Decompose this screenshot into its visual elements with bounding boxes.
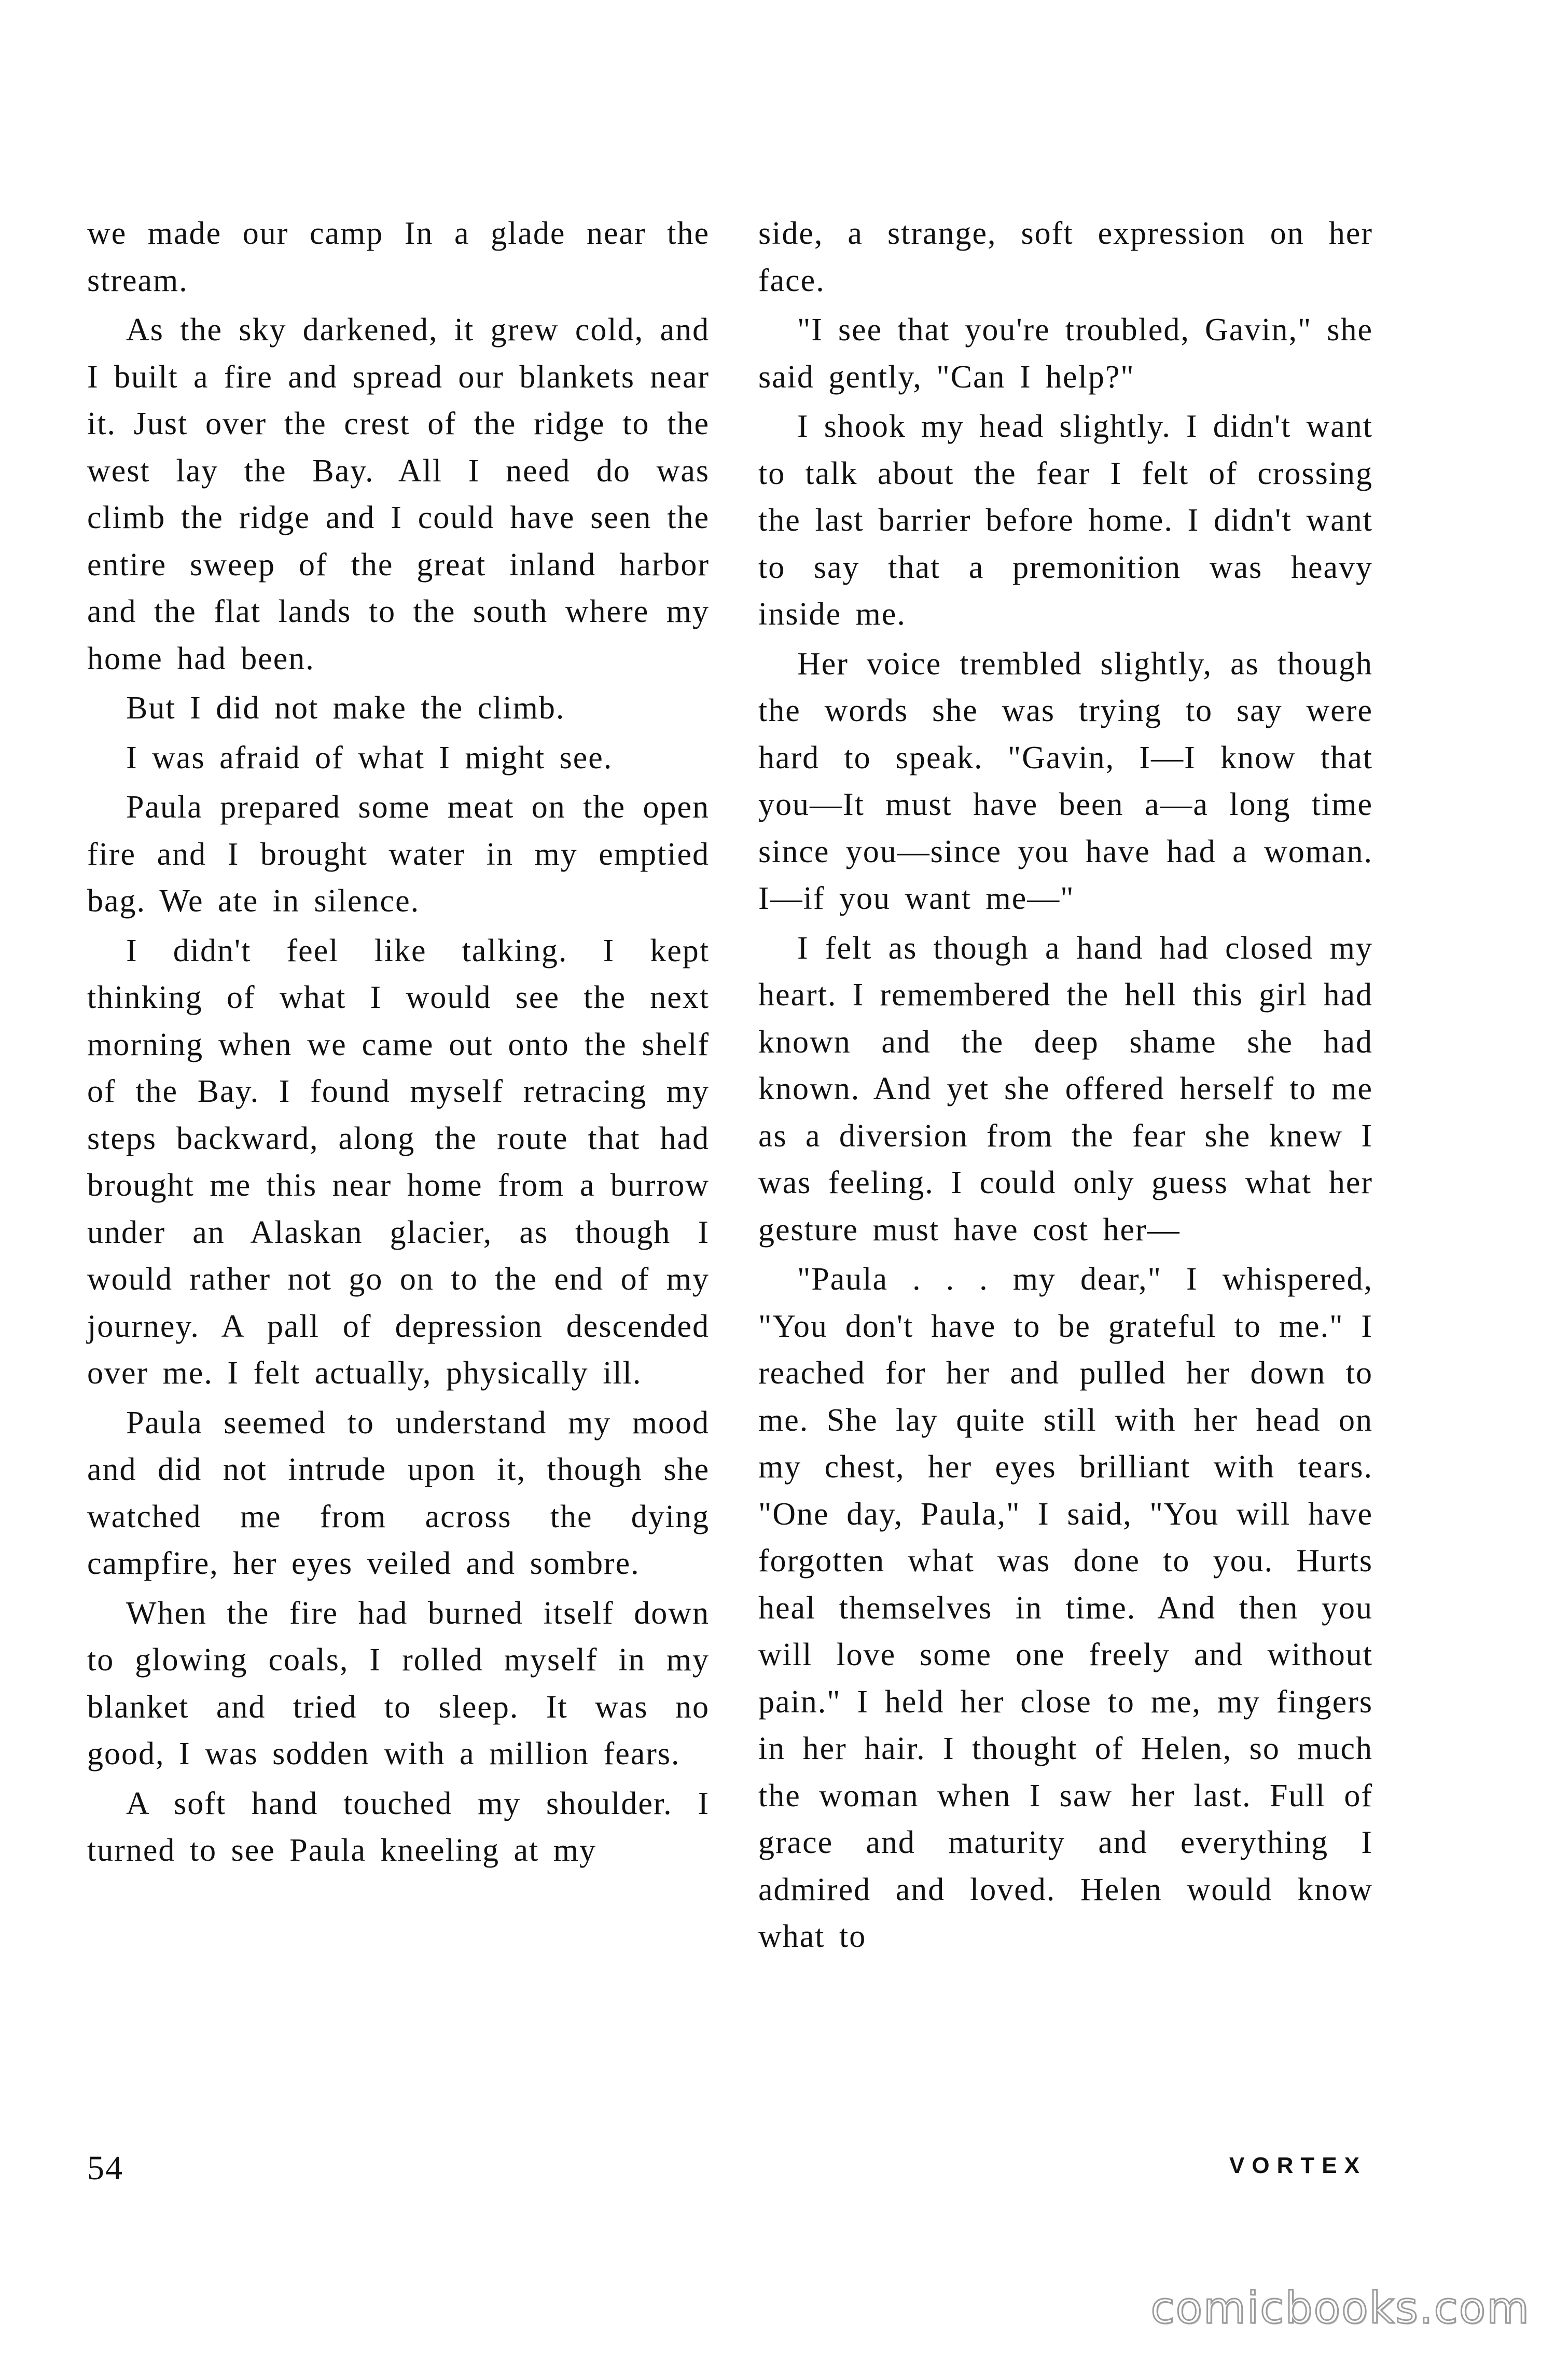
page-number: 54 — [87, 2149, 123, 2187]
paragraph: When the fire had burned itself down to glowing coals, I rolled myself in my blanket and tried to sleep. It was no good, I was sodden with a million fears. — [87, 1595, 710, 1772]
paragraph: side, a strange, soft expression on her face. — [758, 216, 1373, 298]
running-head: VORTEX — [1229, 2153, 1367, 2178]
paragraph: "I see that you're troubled, Gavin," she said gently, "Can I help?" — [758, 312, 1373, 395]
paragraph: "Paula . . . my dear," I whispered, "You don't have to be grateful to me." I reached for her and pulled her down to me. She lay quite still with her head on my chest, her eyes brilliant with tears. "One day, Paula," I said, "You will have forgotten what was done to you. Hurts heal themselves in time. And then you will love some one freely and without pain." I held her close to me, my fingers in her hair. I thought of Helen, so much the woman when I saw her last. Full of grace and maturity and everything I admired and loved. Helen would know what to — [758, 1262, 1373, 1954]
text-column-left — [87, 210, 710, 1877]
paragraph: I shook my head slightly. I didn't want to talk about the fear I felt of crossing the last barrier before home. I didn't want to say that a premonition was heavy inside me. — [758, 409, 1373, 632]
paragraph: I didn't feel like talking. I kept thinking of what I would see the next morning when we came out onto the shelf of the Bay. I found myself retracing my steps backward, along the route that had brought me this near home from a burrow under an Alaskan glacier, as though I would rather not go on to the end of my journey. A pall of depression descended over me. I felt actually, physically ill. — [87, 933, 710, 1391]
paragraph: we made our camp In a glade near the stream. — [87, 216, 710, 298]
watermark: comicbooks.com — [1150, 2282, 1530, 2333]
text-column-right — [758, 210, 1373, 1963]
paragraph: Paula seemed to understand my mood and did not intrude upon it, though she watched me from across the dying campfire, her eyes veiled and sombre. — [87, 1405, 710, 1581]
paragraph: Paula prepared some meat on the open fire and I brought water in my emptied bag. We ate in silence. — [87, 790, 710, 919]
paragraph: As the sky darkened, it grew cold, and I built a fire and spread our blankets near it. Just over the crest of the ridge to the west lay the Bay. All I need do was climb the ridge and I could have seen the entire sweep of the great inland harbor and the flat lands to the south where my home had been. — [87, 312, 710, 676]
paragraph: A soft hand touched my shoulder. I turned to see Paula kneeling at my — [87, 1786, 710, 1868]
paragraph: Her voice trembled slightly, as though the words she was trying to say were hard to speak. "Gavin, I—I know that you—It must have been a—a long time since you—since you have had a woman. I—if you want me—" — [758, 646, 1373, 916]
paragraph: But I did not make the climb. — [126, 690, 565, 726]
paragraph: I felt as though a hand had closed my heart. I remembered the hell this girl had known and the deep shame she had known. And yet she offered herself to me as a diversion from the fear she knew I was feeling. I could only guess what her gesture must have cost her— — [758, 930, 1373, 1248]
paragraph: I was afraid of what I might see. — [126, 740, 613, 776]
